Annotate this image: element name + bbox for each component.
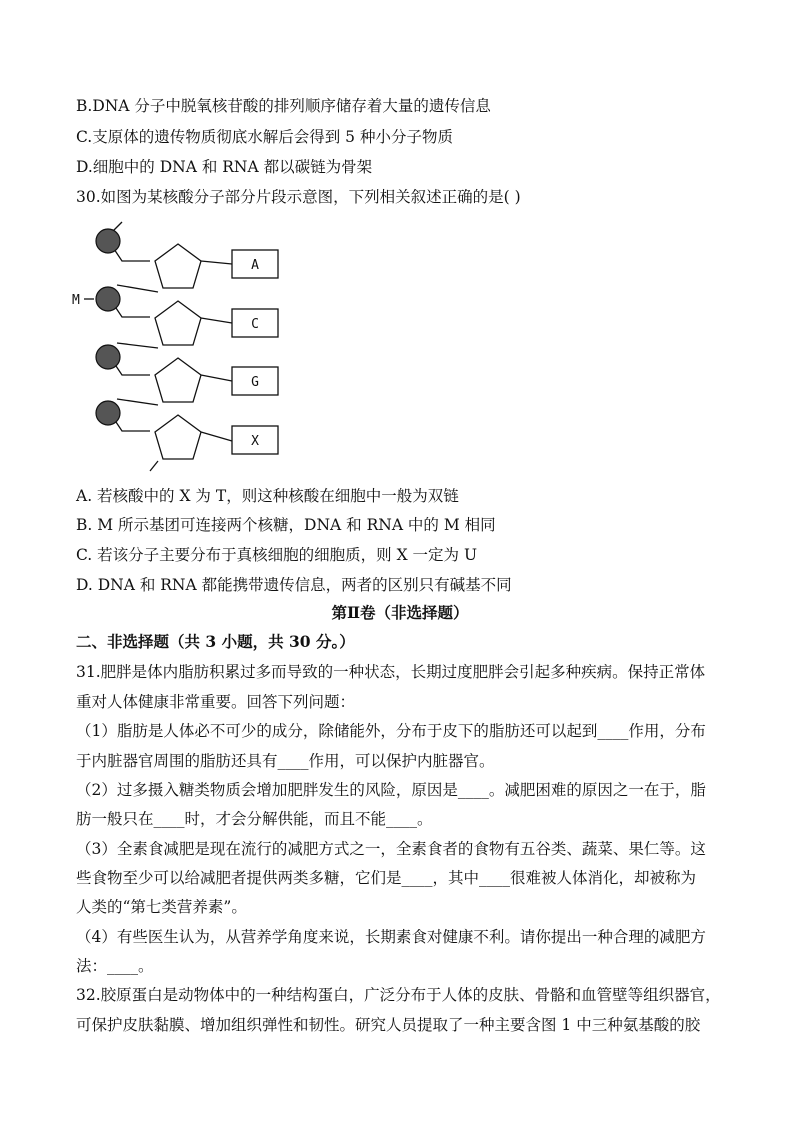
base-label-4: X xyxy=(251,434,259,449)
nucleic-acid-diagram xyxy=(70,215,300,475)
q32-line1: 32.胶原蛋白是动物体中的一种结构蛋白，广泛分布于人体的皮肤、骨骼和血管壁等组织器官， xyxy=(76,986,721,1004)
q32-line2: 可保护皮肤黏膜、增加组织弹性和韧性。研究人员提取了一种主要含图 1 中三种氨基酸的胶 xyxy=(76,1016,701,1034)
base-label-2: C xyxy=(251,317,259,332)
phosphate-circle xyxy=(96,287,120,311)
q30-option-d: D. DNA 和 RNA 都能携带遗传信息，两者的区别只有碱基不同 xyxy=(76,576,512,594)
base-label-3: G xyxy=(251,375,259,390)
q31-part4-line1: （4）有些医生认为，从营养学角度来说，长期素食对健康不利。请你提出一种合理的减肥方 xyxy=(76,928,706,946)
q31-part3-line3: 人类的“第七类营养素”。 xyxy=(76,898,247,916)
q31-part3-line1: （3）全素食减肥是现在流行的减肥方式之一，全素食者的食物有五谷类、蔬菜、果仁等。这 xyxy=(76,840,706,858)
section-heading: 二、非选择题（共 3 小题，共 30 分。） xyxy=(76,632,355,651)
q30-option-b: B. M 所示基团可连接两个核糖，DNA 和 RNA 中的 M 相同 xyxy=(76,516,496,534)
sugar-pentagon xyxy=(155,244,201,288)
q29-option-c: C.支原体的遗传物质彻底水解后会得到 5 种小分子物质 xyxy=(76,128,453,146)
q30-option-c: C. 若该分子主要分布于真核细胞的细胞质，则 X 一定为 U xyxy=(76,546,478,564)
q30-stem: 30.如图为某核酸分子部分片段示意图，下列相关叙述正确的是( ) xyxy=(76,188,521,206)
sugar-pentagon xyxy=(155,358,201,402)
base-label-1: A xyxy=(251,258,259,273)
q31-part4-line2: 法：____。 xyxy=(76,957,154,975)
sugar-pentagon xyxy=(155,415,201,459)
q31-stem-line1: 31.肥胖是体内脂肪积累过多而导致的一种状态，长期过度肥胖会引起多种疾病。保持正常体 xyxy=(76,663,706,681)
q31-stem-line2: 重对人体健康非常重要。回答下列问题： xyxy=(76,693,356,711)
q29-option-b: B.DNA 分子中脱氧核苷酸的排列顺序储存着大量的遗传信息 xyxy=(76,97,491,115)
m-label: M xyxy=(72,293,80,308)
sugar-pentagon xyxy=(155,301,201,345)
q31-part3-line2: 些食物至少可以给减肥者提供两类多糖，它们是____，其中____很难被人体消化，却被称为 xyxy=(76,869,697,887)
phosphate-circle xyxy=(96,345,120,369)
phosphate-circle xyxy=(96,229,120,253)
q31-part2-line1: （2）过多摄入糖类物质会增加肥胖发生的风险，原因是____。减肥困难的原因之一在于，脂 xyxy=(76,781,706,799)
section-title: 第Ⅱ卷（非选择题） xyxy=(331,603,469,622)
q31-part1-line2: 于内脏器官周围的脂肪还具有____作用，可以保护内脏器官。 xyxy=(76,752,495,770)
phosphate-circle xyxy=(96,401,120,425)
q29-option-d: D.细胞中的 DNA 和 RNA 都以碳链为骨架 xyxy=(76,158,373,176)
q30-option-a: A. 若核酸中的 X 为 T，则这种核酸在细胞中一般为双链 xyxy=(76,487,459,505)
q31-part1-line1: （1）脂肪是人体必不可少的成分，除储能外，分布于皮下的脂肪还可以起到____作用，分布 xyxy=(76,722,706,740)
q31-part2-line2: 肪一般只在____时，才会分解供能，而且不能____。 xyxy=(76,810,433,828)
